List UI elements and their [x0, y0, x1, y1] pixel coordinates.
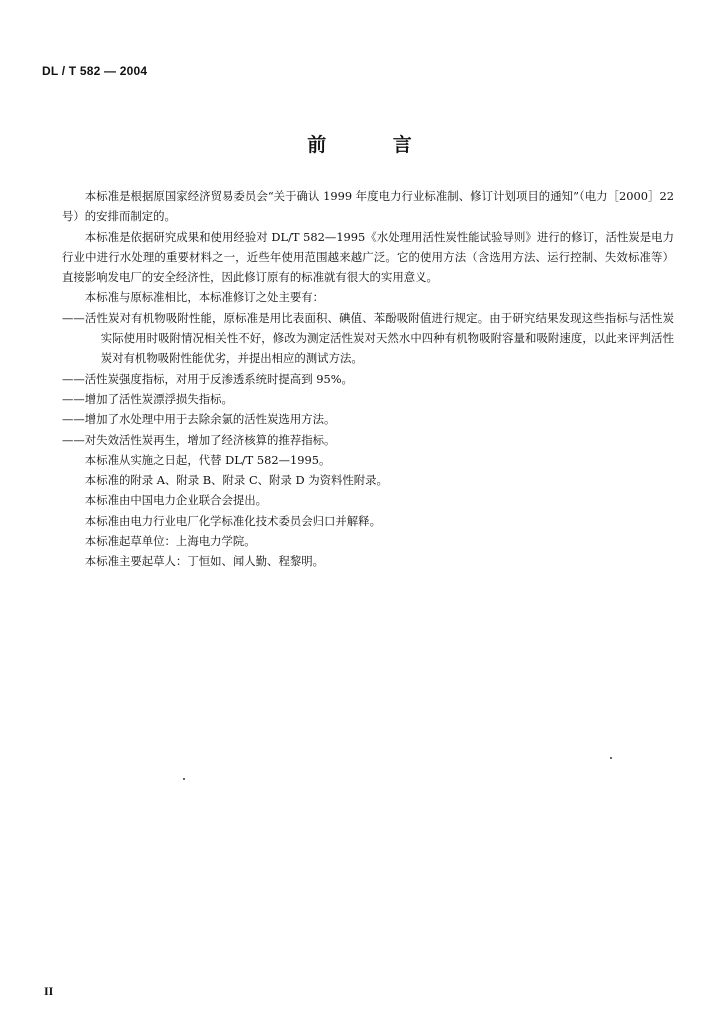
drafters-statement: 本标准主要起草人：丁恒如、闻人勤、程黎明。: [84, 554, 325, 569]
page-title: 前 言: [307, 134, 442, 156]
change-item-floating-loss: ——增加了活性炭漂浮损失指标。: [62, 391, 233, 406]
drafting-unit-statement: 本标准起草单位：上海电力学院。: [84, 534, 256, 549]
change-item-chlorine: ——增加了水处理中用于去除余氯的活性炭选用方法。: [62, 412, 336, 427]
changes-intro: 本标准与原标准相比，本标准修订之处主要有：: [84, 290, 325, 305]
page-number: II: [44, 984, 54, 998]
interpretation-statement: 本标准由电力行业电厂化学标准化技术委员会归口并解释。: [84, 513, 381, 528]
basis-paragraph: 本标准是依据研究成果和使用经验对 DL/T 582—1995《水处理用活性炭性能试验导则》进行的修订，活性炭是电力行业中进行水处理的重要材料之一，近些年使用范围越来越广泛。它的使用方法（含选用方法、运行控制、失效标准等）直接影响发电厂的安全经济性，因此修订原有的标准就有很大的实用意义。: [62, 229, 674, 285]
change-item-adsorption: ——活性炭对有机物吸附性能，原标准是用比表面积、碘值、苯酚吸附值进行规定。由于研究结果发现这些指标与活性炭实际使用时吸附情况相关性不好，修改为测定活性炭对天然水中四种有机物吸附容量和吸附速度，以此来评判活性炭对有机物吸附性能优劣，并提出相应的测试方法。: [62, 310, 674, 366]
intro-paragraph: 本标准是根据原国家经济贸易委员会“关于确认 1999 年度电力行业标准制、修订计划项目的通知”（电力［2000］22 号）的安排而制定的。: [62, 189, 674, 224]
scan-speck: [610, 757, 612, 759]
foreword-body: [62, 186, 674, 572]
scan-speck: [183, 778, 185, 780]
changes-list: [62, 308, 674, 450]
standard-code-header: DL / T 582 — 2004: [42, 64, 148, 78]
appendix-statement: 本标准的附录 A、附录 B、附录 C、附录 D 为资料性附录。: [84, 473, 388, 488]
change-item-strength: ——活性炭强度指标，对用于反渗透系统时提高到 95%。: [62, 371, 353, 386]
proposer-statement: 本标准由中国电力企业联合会提出。: [84, 493, 268, 508]
change-item-regeneration: ——对失效活性炭再生，增加了经济核算的推荐指标。: [62, 432, 336, 447]
replacement-statement: 本标准从实施之日起，代替 DL/T 582—1995。: [84, 452, 331, 467]
